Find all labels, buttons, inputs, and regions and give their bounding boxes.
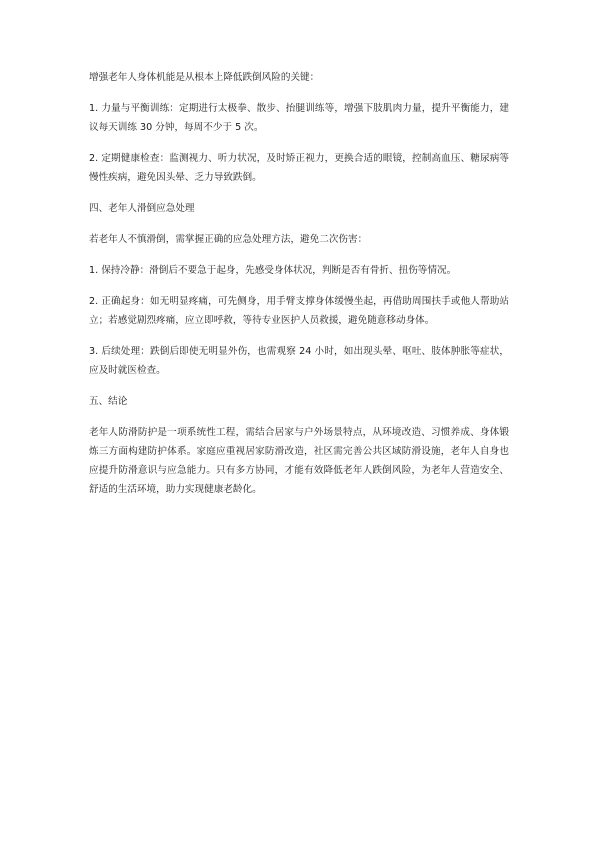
intro-paragraph: 增强老年人身体机能是从根本上降低跌倒风险的关键：: [89, 72, 320, 83]
section-5-heading: 五、结论: [89, 396, 128, 407]
section-4-intro: 若老年人不慎滑倒，需掌握正确的应急处理方法，避免二次伤害：: [89, 234, 368, 245]
health-check-item: 2. 定期健康检查：监测视力、听力状况，及时矫正视力，更换合适的眼镜，控制高血压、糖尿病等慢性疾病，避免因头晕、乏力导致跌倒。: [89, 153, 509, 183]
strength-training-item: 1. 力量与平衡训练：定期进行太极拳、散步、抬腿训练等，增强下肢肌肉力量，提升平衡能力，建议每天训练 30 分钟，每周不少于 5 次。: [89, 103, 509, 133]
section-4-heading: 四、老年人滑倒应急处理: [89, 203, 195, 214]
stay-calm-item: 1. 保持冷静：滑倒后不要急于起身，先感受身体状况，判断是否有骨折、扭伤等情况。: [89, 265, 457, 276]
follow-up-item: 3. 后续处理：跌倒后即使无明显外伤，也需观察 24 小时，如出现头晕、呕吐、肢体肿胀等症状，应及时就医检查。: [89, 346, 509, 376]
conclusion-paragraph: 老年人防滑防护是一项系统性工程，需结合居家与户外场景特点，从环境改造、习惯养成、身体锻炼三方面构建防护体系。家庭应重视居家防滑改造，社区需完善公共区域防滑设施，老年人自身也应提升防滑意识与应急能力。只有多方协同，才能有效降低老年人跌倒风险，为老年人营造安全、舒适的生活环境，助力实现健康老龄化。: [89, 427, 509, 495]
document-body: [89, 68, 509, 511]
get-up-item: 2. 正确起身：如无明显疼痛，可先侧身，用手臂支撑身体缓慢坐起，再借助周围扶手或他人帮助站立；若感觉剧烈疼痛，应立即呼救，等待专业医护人员救援，避免随意移动身体。: [89, 296, 509, 326]
